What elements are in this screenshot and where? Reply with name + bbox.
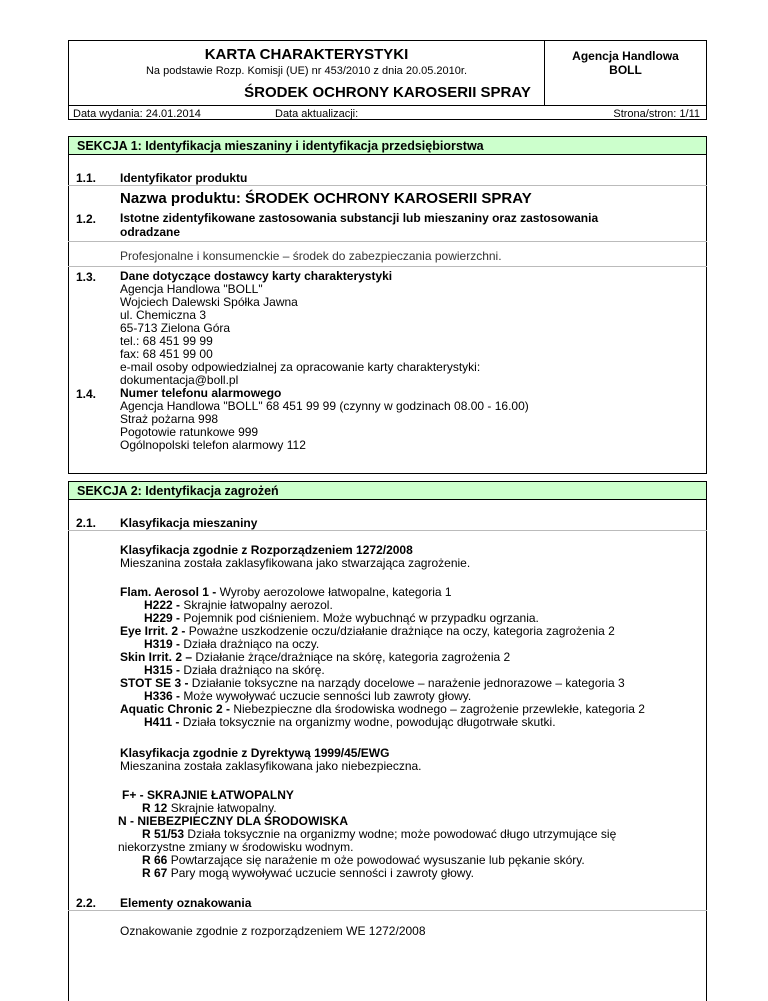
clp-item-code: Aquatic Chronic 2 -	[120, 702, 231, 716]
clp-item-code: Eye Irrit. 2 -	[120, 624, 186, 638]
s22-num: 2.2.	[76, 896, 97, 910]
clp-item-code: H336 -	[144, 689, 181, 703]
clp-item-code: H222 -	[144, 598, 181, 612]
s14-line: Straż pożarna 998	[120, 412, 219, 426]
dsd-heading: Klasyfikacja zgodnie z Dyrektywą 1999/45/EWG	[120, 746, 390, 760]
s13-line: e-mail osoby odpowiedzialnej za opracowanie karty charakterystyki:	[120, 360, 481, 374]
clp-item-code: Flam. Aerosol 1 -	[120, 585, 217, 599]
dsd-r5153-code: R 51/53	[142, 827, 185, 841]
s13-line: tel.: 68 451 99 99	[120, 334, 213, 348]
clp-heading: Klasyfikacja zgodnie z Rozporządzeniem 1272/2008	[120, 543, 413, 557]
update-date: Data aktualizacji:	[275, 108, 359, 120]
s14-title: Numer telefonu alarmowego	[120, 386, 282, 400]
clp-item-text: Działa drażniąco na oczy.	[180, 637, 320, 651]
clp-item-text: Wyroby aerozolowe łatwopalne, kategoria 1	[216, 585, 452, 599]
dsd-text: Mieszanina została zaklasyfikowana jako niebezpieczna.	[120, 759, 422, 773]
document-header	[68, 40, 707, 120]
document-title: KARTA CHARAKTERYSTYKI	[204, 46, 409, 63]
dsd-r67-text: Pary mogą wywoływać uczucie senności i zawroty głowy.	[167, 866, 474, 880]
clp-item-text: Poważne uszkodzenie oczu/działanie drażniące na oczy, kategoria zagrożenia 2	[185, 624, 615, 638]
s14-block	[120, 387, 529, 452]
s21-num: 2.1.	[76, 516, 97, 530]
clp-item	[120, 716, 645, 729]
dsd-r12-code: R 12	[142, 801, 168, 815]
clp-block	[120, 544, 470, 570]
clp-item-text: Może wywoływać uczucie senności lub zawroty głowy.	[180, 689, 472, 703]
s12-title-a: Istotne zidentyfikowane zastosowania substancji lub mieszaniny oraz zastosowania	[120, 211, 599, 225]
dsd-r5153-text-b: niekorzystne zmiany w środowisku wodnym.	[118, 840, 354, 854]
s13-line: ul. Chemiczna 3	[120, 308, 207, 322]
s14-num: 1.4.	[76, 387, 97, 401]
s14-line: Ogólnopolski telefon alarmowy 112	[120, 438, 306, 452]
product-title: ŚRODEK OCHRONY KAROSERII SPRAY	[244, 84, 531, 101]
agency-name	[545, 49, 706, 77]
s13-line: 65-713 Zielona Góra	[120, 321, 231, 335]
page-number: Strona/stron: 1/11	[613, 108, 700, 120]
clp-item-text: Pojemnik pod ciśnieniem. Może wybuchnąć w przypadku ogrzania.	[180, 611, 539, 625]
clp-item-text: Działanie żrące/drażniące na skórę, kategoria zagrożenia 2	[192, 650, 511, 664]
dsd-r12-text: Skrajnie łatwopalny.	[167, 801, 277, 815]
s11-num: 1.1.	[76, 171, 97, 185]
s14-line: Pogotowie ratunkowe 999	[120, 425, 259, 439]
section-2-title: SEKCJA 2: Identyfikacja zagrożeń	[68, 481, 707, 500]
s22-text: Oznakowanie zgodnie z rozporządzeniem WE 1272/2008	[120, 924, 426, 938]
dsd-r66-text: Powtarzające się narażenie m oże powodować wysuszanie lub pękanie skóry.	[167, 853, 585, 867]
clp-item-text: Działanie toksyczne na narządy docelowe – narażenie jednorazowe – kategoria 3	[188, 676, 625, 690]
issue-date: Data wydania: 24.01.2014	[73, 108, 201, 120]
document-subtitle: Na podstawie Rozp. Komisji (UE) nr 453/2010 z dnia 20.05.2010r.	[145, 65, 467, 77]
clp-item-code: H411 -	[144, 715, 180, 729]
clp-item-text: Działa drażniąco na skórę.	[180, 663, 325, 677]
s12-num: 1.2.	[76, 212, 97, 226]
dsd-r67-code: R 67	[142, 866, 168, 880]
product-name: Nazwa produktu: ŚRODEK OCHRONY KAROSERII SPRAY	[120, 190, 532, 207]
s12-title-b: odradzane	[120, 225, 181, 239]
agency-line-1: Agencja Handlowa	[572, 49, 679, 63]
clp-text: Mieszanina została zaklasyfikowana jako stwarzająca zagrożenie.	[120, 556, 471, 570]
dsd-items	[118, 789, 698, 880]
clp-item-text: Niebezpieczne dla środowiska wodnego – zagrożenie przewlekłe, kategoria 2	[230, 702, 645, 716]
clp-item-text: Skrajnie łatwopalny aerozol.	[180, 598, 333, 612]
clp-items	[120, 586, 645, 729]
s13-title: Dane dotyczące dostawcy karty charakterystyki	[120, 269, 393, 283]
section-1-title: SEKCJA 1: Identyfikacja mieszaniny i identyfikacja przedsiębiorstwa	[68, 136, 707, 155]
dsd-r66-code: R 66	[142, 853, 168, 867]
clp-item-code: STOT SE 3 -	[120, 676, 189, 690]
dsd-r5153-text: Działa toksycznie na organizmy wodne; może powodować długo utrzymujące się	[184, 827, 617, 841]
s11-title: Identyfikator produktu	[120, 171, 248, 185]
clp-item-code: Skin Irrit. 2 –	[120, 650, 193, 664]
dsd-fplus: F+ - SKRAJNIE ŁATWOPALNY	[122, 788, 294, 802]
clp-item-text: Działa toksycznie na organizmy wodne, powodując długotrwałe skutki.	[179, 715, 556, 729]
agency-line-2: BOLL	[609, 63, 642, 77]
clp-item-code: H319 -	[144, 637, 181, 651]
s13-email: dokumentacja@boll.pl	[120, 373, 239, 387]
s21-title: Klasyfikacja mieszaniny	[120, 516, 258, 530]
s13-line: Wojciech Dalewski Spółka Jawna	[120, 295, 298, 309]
s12-text: Profesjonalne i konsumenckie – środek do zabezpieczania powierzchni.	[120, 249, 502, 263]
clp-item-code: H315 -	[144, 663, 181, 677]
dsd-n: N - NIEBEZPIECZNY DLA ŚRODOWISKA	[118, 814, 349, 828]
s13-block	[120, 270, 480, 387]
dsd-block	[120, 747, 422, 773]
clp-item-code: H229 -	[144, 611, 181, 625]
s22-title: Elementy oznakowania	[120, 896, 252, 910]
s14-line: Agencja Handlowa "BOLL" 68 451 99 99 (czynny w godzinach 08.00 - 16.00)	[120, 399, 529, 413]
s13-line: Agencja Handlowa "BOLL"	[120, 282, 263, 296]
s13-num: 1.3.	[76, 270, 97, 284]
s13-line: fax: 68 451 99 00	[120, 347, 213, 361]
